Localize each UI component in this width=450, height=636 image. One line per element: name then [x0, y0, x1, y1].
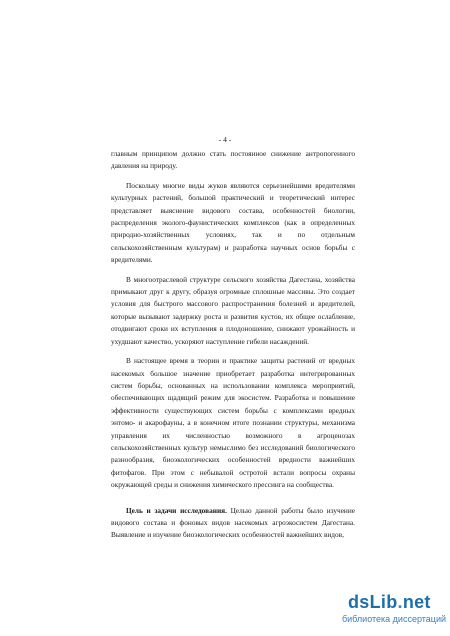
dslib-logo[interactable]: [348, 592, 431, 612]
goal-text: Целью данной работы было изучение видового состава и фоновых видов насекомых агроэкосистем Дагестана. Выявление и изучение биоэкологических особенностей важнейших видов,: [111, 505, 355, 540]
goal-heading: Цель и задачи исследования.: [126, 505, 227, 515]
body-text: [111, 148, 355, 542]
dslib-subtitle: библиотека диссертаций: [341, 614, 446, 624]
logo-dot: .: [397, 592, 403, 612]
logo-tld: net: [402, 592, 431, 612]
paragraph-research-goal: [111, 505, 355, 542]
page-number: - 4 -: [218, 135, 232, 144]
paragraph-integrated-protection: В настоящее время в теории и практике защиты растений от вредных насекомых большое значение приобретает разработка интегрированных систем борьбы, основанных на использовании комплекса мероприятий, обеспечивающих щадящий режим для экосистем. Разработка и повышение эффективности существующих систем борьбы с комплексами вредных энтомо- и акарофауны, а в конечном итоге познании структуры, механизма управления их численностью возможного в агроценозах сельскохозяйственных культур немыслимо без исследований биологического разнообразия, биоэкологических особенностей вредности важнейших фитофагов. При этом с небывалой остротой встали вопросы охраны окружающей среды и снижения химического прессинга на сообщества.: [111, 356, 355, 490]
paragraph-beetles: Поскольку многие виды жуков являются серьезнейшими вредителями культурных растений, большой практический и теоретический интерес представляет выяснение видового состава, особенностей биологии, распределения эколого-фаунистических комплексов (как в определенных природно-хозяйственных условиях, так и по отдельным сельскохозяйственным культурам) и разработка научных основ борьбы с вредителями.: [111, 180, 355, 265]
paragraph-dagestan-structure: В многоотраслевой структуре сельского хозяйства Дагестана, хозяйства примыкают друг к другу, образуя огромные сплошные массивы. Это создает условия для быстрого массового распространения болезней и вредителей, которые вызывают задержку роста и развития кустов, их общее ослабление, отодвигают сроки их вступления в плодоношение, снижают урожайность и ухудшают качество, ускоряют наступление гибели насаждений.: [111, 274, 355, 346]
logo-main: dsLib: [348, 592, 398, 612]
paragraph-continuation: главным принципом должно стать постоянное снижение антропогенного давления на природу.: [111, 149, 355, 171]
